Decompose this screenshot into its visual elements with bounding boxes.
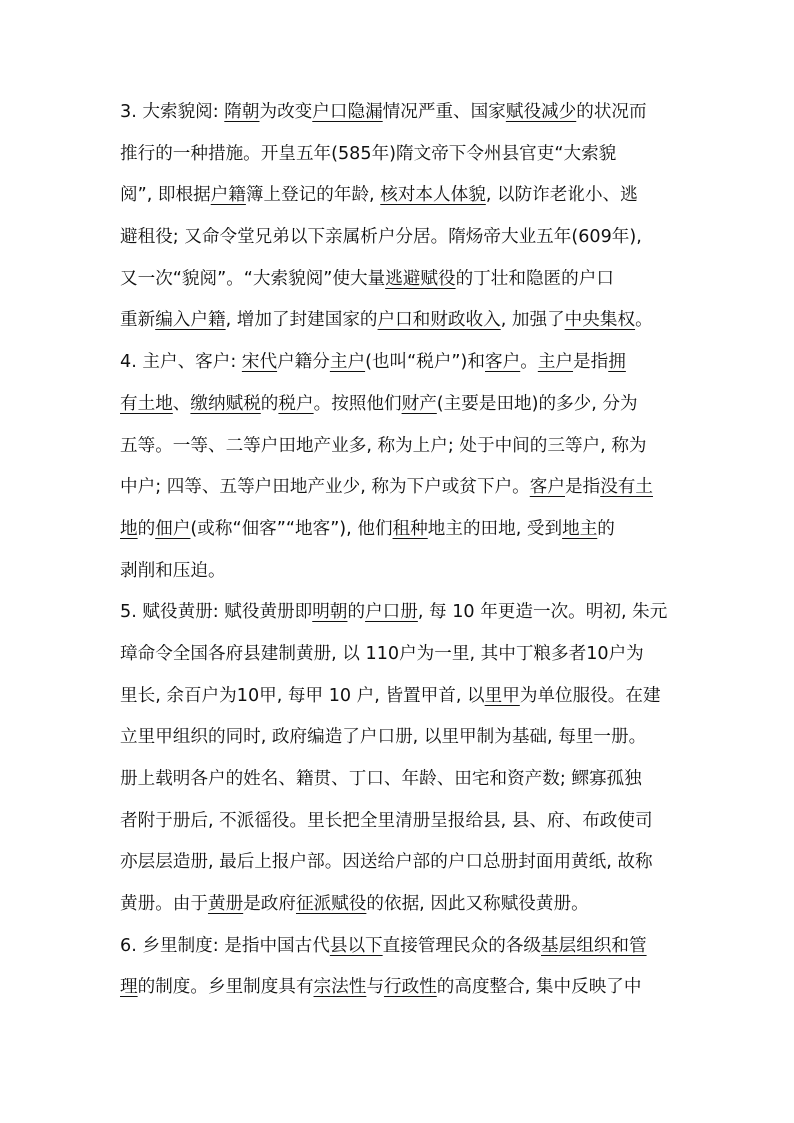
underlined-term: 客户 xyxy=(485,352,521,373)
text-segment: 为改变 xyxy=(259,102,313,122)
text-line xyxy=(120,676,680,718)
text-line xyxy=(120,384,680,426)
underlined-term: 核对本人体貌 xyxy=(380,185,486,206)
text-segment: 的状况而 xyxy=(576,102,647,122)
underlined-term: 基层组织和管 xyxy=(541,935,647,956)
text-segment: (也叫“税户”)和 xyxy=(365,352,486,373)
underlined-term: 逃避赋役 xyxy=(385,268,456,289)
text-segment: 户籍分 xyxy=(277,352,330,373)
text-segment: , 以防诈老讹小、逃 xyxy=(485,185,638,206)
text-line xyxy=(120,926,680,968)
underlined-term: 佃户 xyxy=(155,518,191,539)
text-segment: 的丁壮和隐匿的户口 xyxy=(455,268,614,289)
text-segment: 黄册。由于 xyxy=(120,894,208,915)
underlined-term: 户口隐漏 xyxy=(312,102,383,122)
document-page xyxy=(120,92,680,1009)
text-segment: 的依据, 因此又称赋役黄册。 xyxy=(366,894,589,915)
text-segment: , 加强了 xyxy=(500,310,565,331)
text-segment: 情况严重、国家 xyxy=(382,102,506,122)
text-segment: 剥削和压迫。 xyxy=(120,560,226,581)
underlined-term: 没有土 xyxy=(600,477,653,498)
text-line xyxy=(120,634,680,676)
text-segment: 又一次“貌阅”。“大索貌阅”使大量 xyxy=(120,268,386,289)
underlined-term: 黄册 xyxy=(207,894,244,915)
text-segment: 是指 xyxy=(573,352,609,373)
text-segment: 。 xyxy=(520,352,538,373)
text-segment: 者附于册后, 不派徭役。里长把全里清册呈报给县, 县、府、布政使司 xyxy=(120,810,653,831)
underlined-term: 地主 xyxy=(562,518,598,539)
text-segment: 为单位服役。在建 xyxy=(519,685,661,706)
text-line xyxy=(120,801,680,843)
text-segment: 的高度整合, 集中反映了中 xyxy=(436,977,642,998)
text-line xyxy=(120,884,680,926)
underlined-term: 宋代 xyxy=(241,352,278,373)
text-segment: 中户; 四等、五等户田地产业少, 称为下户或贫下户。 xyxy=(120,477,530,498)
text-line xyxy=(120,259,680,301)
text-segment: 是指 xyxy=(564,477,601,498)
text-segment: 重新 xyxy=(120,310,156,331)
text-segment: 直接管理民众的各级 xyxy=(382,935,541,956)
text-segment: 册上载明各户的姓名、籍贯、丁口、年龄、田宅和资产数; 鳏寡孤独 xyxy=(120,769,642,789)
text-line xyxy=(120,134,680,176)
text-line xyxy=(120,842,680,884)
underlined-term: 中央集权 xyxy=(564,310,636,331)
text-segment: 地主的田地, 受到 xyxy=(427,518,563,539)
underlined-term: 里甲 xyxy=(484,685,520,706)
underlined-term: 理 xyxy=(120,977,138,998)
text-segment: 的 xyxy=(137,518,156,539)
underlined-term: 户口和财政收入 xyxy=(377,310,501,331)
text-segment: 是政府 xyxy=(243,894,296,915)
text-segment: , 每 10 年更造一次。明初, 朱元 xyxy=(417,602,668,623)
underlined-term: 隋朝 xyxy=(224,102,260,122)
text-segment: 避租役; 又命令堂兄弟以下亲属析户分居。隋炀帝大业五年(609年), xyxy=(120,227,642,248)
text-segment: 5. 赋役黄册: 赋役黄册即 xyxy=(120,602,313,623)
underlined-term: 明朝 xyxy=(312,602,348,623)
text-segment: 簿上登记的年龄, xyxy=(245,185,381,206)
underlined-term: 编入户籍 xyxy=(155,310,226,331)
text-segment: 4. 主户、客户: xyxy=(120,352,242,373)
text-segment: 的 xyxy=(260,393,279,414)
text-segment: (主要是田地)的多少, 分为 xyxy=(436,393,638,414)
text-segment: 。 xyxy=(635,310,653,331)
underlined-term: 有土地 xyxy=(120,393,173,414)
text-line xyxy=(120,592,680,634)
underlined-term: 户籍 xyxy=(210,185,246,206)
underlined-term: 客户 xyxy=(529,477,565,498)
text-line xyxy=(120,551,680,593)
underlined-term: 户口册 xyxy=(365,602,418,623)
text-segment: , 增加了封建国家的 xyxy=(225,310,378,331)
text-line xyxy=(120,717,680,759)
text-line xyxy=(120,426,680,468)
text-segment: 3. 大索貌阅: xyxy=(120,102,225,122)
underlined-term: 税户 xyxy=(278,393,314,414)
text-segment: 、 xyxy=(172,393,191,414)
text-segment: 璋命令全国各府县建制黄册, 以 110户为一里, 其中丁粮多者10户为 xyxy=(120,643,644,664)
text-line xyxy=(120,92,680,134)
underlined-term: 财产 xyxy=(401,393,437,414)
underlined-term: 主户 xyxy=(537,352,574,373)
underlined-term: 地 xyxy=(120,518,138,539)
text-segment: 阅”, 即根据 xyxy=(120,185,211,206)
text-segment: 的制度。乡里制度具有 xyxy=(137,977,314,998)
underlined-term: 赋役减少 xyxy=(505,102,577,122)
underlined-term: 拥 xyxy=(608,352,626,373)
underlined-term: 行政性 xyxy=(383,977,437,998)
text-line xyxy=(120,467,680,509)
text-line xyxy=(120,300,680,342)
text-segment: (或称“佃客”“地客”), 他们 xyxy=(190,518,393,539)
underlined-term: 县以下 xyxy=(329,935,383,956)
underlined-term: 租种 xyxy=(392,518,428,539)
underlined-term: 征派赋役 xyxy=(295,894,367,915)
text-segment: 6. 乡里制度: 是指中国古代 xyxy=(120,935,330,956)
text-line xyxy=(120,509,680,551)
text-segment: 。按照他们 xyxy=(313,393,402,414)
text-segment: 里长, 余百户为10甲, 每甲 10 户, 皆置甲首, 以 xyxy=(120,685,485,706)
underlined-term: 宗法性 xyxy=(313,977,367,998)
underlined-term: 主户 xyxy=(329,352,366,373)
text-segment: 立里甲组织的同时, 政府编造了户口册, 以里甲制为基础, 每里一册。 xyxy=(120,727,647,748)
text-line xyxy=(120,967,680,1009)
text-segment: 的 xyxy=(347,602,366,623)
text-segment: 五等。一等、二等户田地产业多, 称为上户; 处于中间的三等户, 称为 xyxy=(120,435,647,456)
text-segment: 与 xyxy=(366,977,384,998)
underlined-term: 缴纳赋税 xyxy=(190,393,261,414)
text-line xyxy=(120,175,680,217)
text-line xyxy=(120,342,680,384)
text-segment: 亦层层造册, 最后上报户部。因送给户部的户口总册封面用黄纸, 故称 xyxy=(120,852,653,873)
text-segment: 推行的一种措施。开皇五年(585年)隋文帝下令州县官吏“大索貌 xyxy=(120,143,617,164)
text-line xyxy=(120,217,680,259)
text-line xyxy=(120,759,680,801)
text-segment: 的 xyxy=(597,518,615,539)
